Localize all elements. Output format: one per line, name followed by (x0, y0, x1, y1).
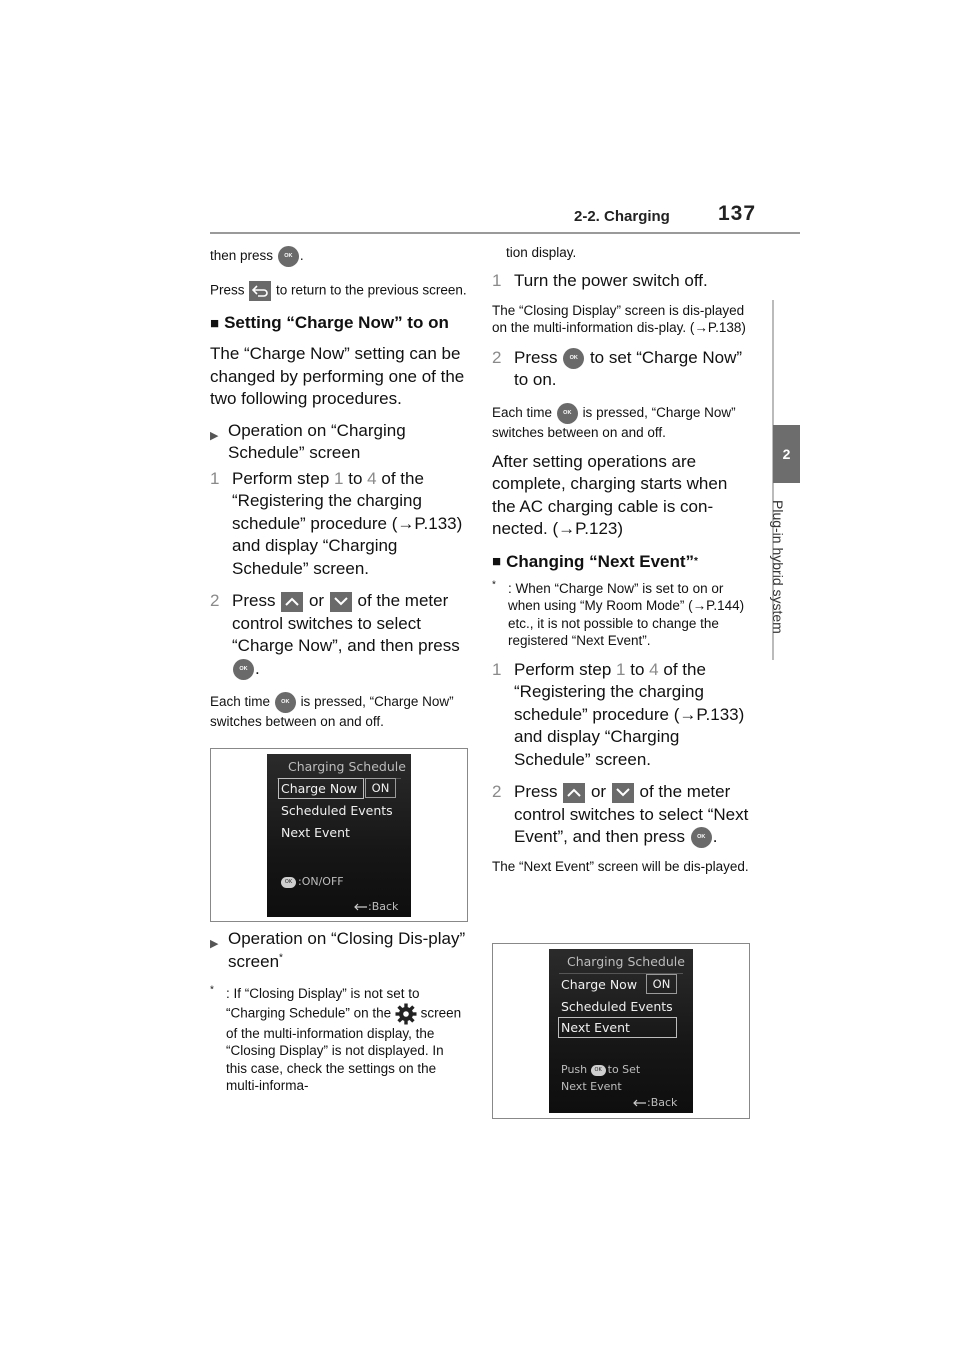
back-arrow-icon (249, 281, 271, 301)
step-number: 1 (210, 468, 220, 488)
on-badge: ON (365, 778, 396, 798)
step-text (514, 781, 750, 849)
figure-frame-1 (210, 748, 468, 922)
right-step-2 (492, 347, 750, 392)
asterisk: * (279, 951, 283, 963)
ok-button-icon: OK (591, 1065, 606, 1076)
right-s-step-1 (492, 659, 750, 772)
text: . (712, 827, 718, 846)
text: to (348, 468, 363, 488)
side-tab-number: 2 (773, 425, 800, 483)
asterisk: * (210, 984, 214, 996)
ok-button-icon: OK (691, 827, 712, 848)
text: screen of the multi-information display, the “Closing Display” is not displayed. In this case, check the settings on the multi-informa- (226, 1005, 462, 1093)
heading-next-event: ■ Changing “Next Event” * (492, 551, 698, 571)
step-text (232, 590, 468, 680)
text: . (299, 248, 304, 264)
ok-button-icon: OK (281, 877, 296, 888)
back-arrow-icon (354, 903, 368, 912)
chevron-up-icon (281, 592, 303, 612)
ok-button-icon: OK (557, 403, 578, 424)
bullet-text-wrap (228, 928, 468, 973)
text: of the meter control switches to select “Charge Now”, and then press (232, 591, 460, 655)
text: Press (210, 282, 245, 298)
square-bullet-icon: ■ (492, 553, 502, 570)
hint-on-off (281, 875, 344, 888)
text: of the “Registering the charging schedule” procedure (→P.133) and display “Charging Schedule” screen. (232, 468, 463, 578)
screen-charging-schedule-1 (267, 754, 411, 917)
asterisk: * (492, 579, 496, 590)
step-number: 2 (492, 347, 502, 367)
text: to Set (607, 1063, 641, 1076)
push-next-event: Next Event (561, 1080, 622, 1093)
text: : If “Closing Display” is not set to “Charging Schedule” on the (226, 986, 420, 1021)
menu-item-scheduled-events: Scheduled Events (281, 803, 393, 818)
footnote-left (210, 985, 468, 1095)
bullet-text: Operation on “Charging Schedule” screen (228, 420, 406, 462)
text: is pressed, “Charge Now” switches between on and off. (492, 404, 736, 440)
triangle-bullet-icon: ▶ (210, 429, 219, 442)
triangle-bullet-icon: ▶ (210, 938, 219, 950)
text: 4 (649, 659, 659, 679)
text: Each time (492, 404, 553, 420)
heading-text: Setting “Charge Now” to on (224, 313, 449, 332)
on-badge: ON (646, 974, 677, 994)
figure-frame-2 (492, 943, 750, 1119)
screen-title: Charging Schedule (567, 954, 685, 969)
ok-button-icon: OK (233, 659, 254, 680)
menu-item-scheduled-events: Scheduled Events (561, 999, 673, 1014)
hint-text: :ON/OFF (298, 875, 344, 888)
step-text (514, 347, 750, 392)
step-text: Turn the power switch off. (514, 271, 708, 290)
text: to return to the previous screen. (276, 282, 467, 298)
text: of the “Registering the charging schedule” procedure (→P.133) and display “Charging Schedule” screen. (514, 659, 745, 769)
step-text (514, 659, 750, 772)
right-s-step-2 (492, 781, 750, 849)
page-number: 137 (718, 202, 757, 225)
text: to (630, 659, 645, 679)
screen-charging-schedule-2 (549, 949, 693, 1113)
gear-icon (395, 1003, 417, 1025)
step-number: 1 (492, 659, 502, 679)
menu-item-charge-now: Charge Now (561, 977, 638, 992)
text: Press (232, 591, 276, 610)
right-column (492, 244, 750, 875)
ok-button-icon: OK (563, 348, 584, 369)
left-column-bottom (210, 928, 468, 1095)
text: Press (514, 782, 558, 801)
text: to set “Charge Now” to on. (514, 347, 743, 389)
push-to-set-hint (561, 1063, 640, 1076)
ok-button-icon: OK (278, 246, 299, 267)
text: 4 (367, 468, 377, 488)
text: 1 (334, 468, 344, 488)
section-title: 2-2. Charging (574, 208, 670, 225)
text: or (590, 782, 607, 801)
square-bullet-icon: ■ (210, 314, 220, 332)
text: Press (514, 347, 558, 367)
text: . (255, 658, 260, 678)
text: Push (561, 1063, 588, 1076)
heading-charge-now (210, 313, 468, 333)
step-number: 1 (492, 271, 502, 290)
header-rule (210, 232, 800, 234)
hint-back (633, 1096, 677, 1109)
menu-item-next-event: Next Event (561, 1020, 630, 1035)
step-2 (210, 590, 468, 680)
side-tab-label: Plug-in hybrid system (770, 500, 786, 634)
bullet-text: Operation on “Closing Dis-play” screen (228, 929, 466, 971)
text: is pressed, “Charge Now” switches between on and off. (210, 694, 454, 729)
footnote-text (226, 985, 468, 1095)
text: or (308, 591, 325, 610)
hint-back (354, 900, 398, 913)
footnote-text: : When “Charge Now” is set to on or when using “My Room Mode” (→P.144) etc., it is not possible to change the registered “Next Event”. (508, 580, 745, 648)
heading-text: Changing “Next Event” (506, 551, 695, 571)
each-time-note (210, 692, 468, 730)
menu-item-next-event: Next Event (281, 825, 350, 840)
text: Perform step (232, 468, 330, 488)
continued-text: tion display. (506, 245, 577, 260)
back-text: :Back (647, 1096, 678, 1109)
right-step-1 (492, 270, 750, 293)
closing-display-note: The “Closing Display” screen is dis-played on the multi-information dis-play. (→P.138) (492, 302, 746, 335)
footnote-right (492, 580, 750, 650)
chevron-up-icon (563, 783, 585, 803)
text: of the meter control switches to select “Next Event”, and then press (514, 782, 749, 846)
after-setting-paragraph: After setting operations are complete, charging starts when the AC charging cable is con-nected. (→P.123) (492, 451, 728, 538)
back-arrow-icon (633, 1099, 647, 1108)
step-number: 2 (492, 782, 502, 801)
text: then press (210, 248, 274, 264)
intro-paragraph: The “Charge Now” setting can be changed by performing one of the two following procedures. (210, 344, 465, 408)
back-text: :Back (368, 900, 399, 913)
text: 1 (616, 659, 626, 679)
left-line1 (210, 246, 468, 267)
bullet-charging-schedule (210, 420, 468, 465)
left-line2 (210, 281, 468, 301)
step-text (232, 468, 468, 581)
text: Perform step (514, 659, 612, 679)
ok-button-icon: OK (275, 692, 296, 713)
left-column (210, 244, 468, 730)
bullet-closing-display (210, 928, 468, 973)
next-event-note: The “Next Event” screen will be dis-played. (492, 858, 749, 874)
step-1 (210, 468, 468, 581)
chevron-down-icon (612, 783, 634, 803)
menu-item-charge-now: Charge Now (281, 781, 358, 796)
text: Each time (210, 694, 271, 710)
screen-title: Charging Schedule (288, 759, 406, 774)
step-number: 2 (210, 591, 220, 610)
chevron-down-icon (330, 592, 352, 612)
right-each-time-note (492, 403, 750, 441)
